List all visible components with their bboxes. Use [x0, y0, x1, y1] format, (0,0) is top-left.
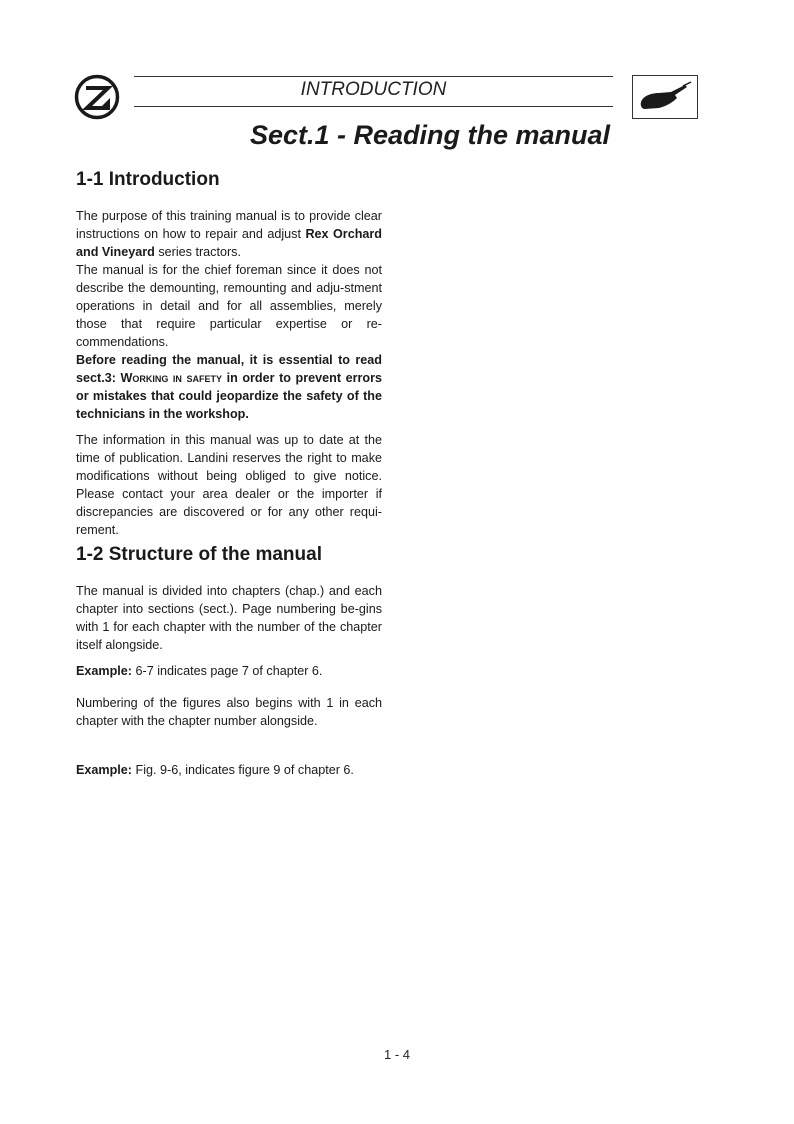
- chapter-title: INTRODUCTION: [300, 79, 447, 100]
- intro-p2-text: The manual is for the chief foreman since it does not describe the demounting, remounting and adju-stment operations in detail and for all assemblies, merely those that require particular expertise or re-commendations.: [76, 263, 382, 349]
- intro-paragraph-3: The information in this manual was up to date at the time of publication. Landini reserves the right to make modifications without being obliged to give notice. Please contact your area dealer or the importer if discrepancies are discovered or for any other requi-rement.: [76, 433, 382, 537]
- example-2-label: Example:: [76, 763, 132, 777]
- header-rule-top: [134, 76, 613, 77]
- tractor-series-name: Rex Orchard and Vineyard: [76, 227, 383, 259]
- structure-heading: 1-2 Structure of the manual: [76, 544, 322, 565]
- example-2: [76, 761, 382, 779]
- working-in-safety-ref: Working in safety: [120, 371, 222, 385]
- structure-paragraph-2: Numbering of the figures also begins with 1 in each chapter with the chapter number alongside.: [76, 696, 382, 728]
- structure-paragraph-1: The manual is divided into chapters (chap.) and each chapter into sections (sect.). Page numbering be-gins with 1 for each chapter with the number of the chapter itself alongside.: [76, 584, 382, 652]
- page-number: 1 - 4: [383, 1047, 410, 1062]
- header-rule-bottom: [134, 106, 613, 107]
- warning-text-a: Before reading the manual, it is essential to read sect.3:: [76, 353, 382, 385]
- example-2-text: Fig. 9-6, indicates figure 9 of chapter 6.: [132, 763, 354, 777]
- safety-warning: [76, 351, 382, 423]
- example-1-text: 6-7 indicates page 7 of chapter 6.: [132, 664, 323, 678]
- intro-p1-text-a: The purpose of this training manual is to provide clear instructions on how to repair and adjust: [76, 209, 382, 241]
- pointing-hand-icon: [632, 75, 698, 119]
- intro-heading: 1-1 Introduction: [76, 169, 220, 190]
- intro-paragraph-1: [76, 207, 382, 351]
- example-1: [76, 662, 382, 680]
- landini-logo-icon: [74, 74, 120, 120]
- warning-text-b: in order to prevent errors or mistakes that could jeopardize the safety of the technicians in the workshop.: [76, 371, 382, 421]
- intro-p1-text-b: series tractors.: [154, 245, 241, 259]
- section-title: Sect.1 - Reading the manual: [249, 120, 611, 150]
- example-1-label: Example:: [76, 664, 132, 678]
